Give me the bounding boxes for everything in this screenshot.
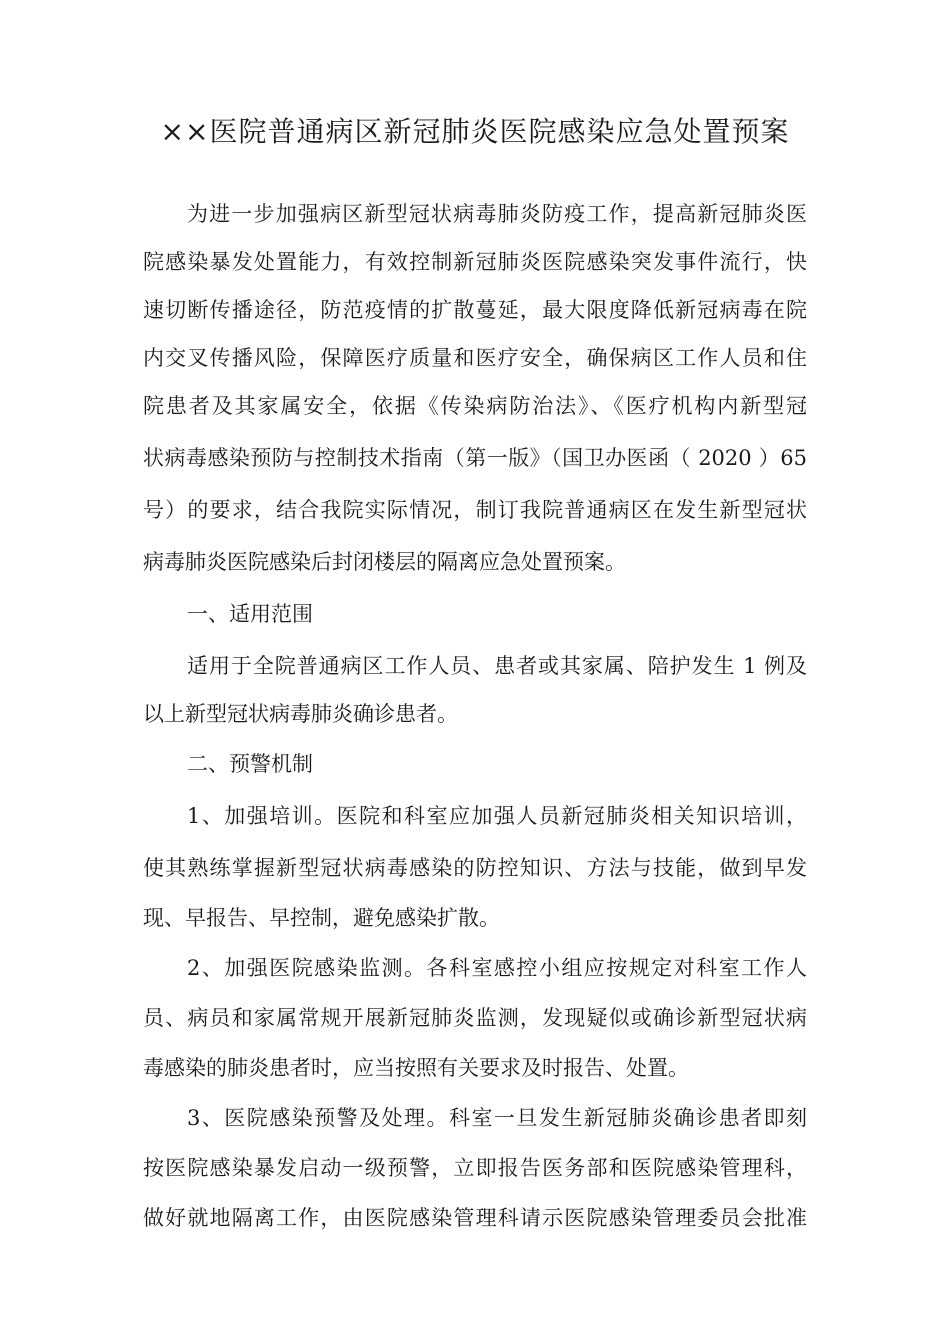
section-heading: 二、预警机制	[187, 752, 313, 776]
paragraph-line: 内交叉传播风险，保障医疗质量和医疗安全，确保病区工作人员和住	[143, 346, 807, 370]
paragraph-line: 适用于全院普通病区工作人员、患者或其家属、陪护发生 1 例及	[187, 654, 807, 678]
paragraph-line: 号）的要求，结合我院实际情况，制订我院普通病区在发生新型冠状	[143, 498, 807, 522]
paragraph-line: 状病毒感染预防与控制技术指南（第一版》（国卫办医函（ 2020 ）65	[143, 446, 807, 470]
section-heading: 一、适用范围	[187, 602, 313, 626]
paragraph-line: 院患者及其家属安全，依据《传染病防治法》、《医疗机构内新型冠	[143, 394, 807, 418]
paragraph-line: 院感染暴发处置能力，有效控制新冠肺炎医院感染突发事件流行，快	[143, 250, 807, 274]
paragraph-line: 1、加强培训。医院和科室应加强人员新冠肺炎相关知识培训，	[187, 804, 807, 828]
paragraph-line: 按医院感染暴发启动一级预警，立即报告医务部和医院感染管理科，	[143, 1156, 807, 1180]
paragraph-line: 员、病员和家属常规开展新冠肺炎监测，发现疑似或确诊新型冠状病	[143, 1006, 807, 1030]
document-title: ××医院普通病区新冠肺炎医院感染应急处置预案	[160, 115, 790, 148]
paragraph-line: 速切断传播途径，防范疫情的扩散蔓延，最大限度降低新冠病毒在院	[143, 298, 807, 322]
paragraph-line: 做好就地隔离工作，由医院感染管理科请示医院感染管理委员会批准	[143, 1206, 807, 1230]
paragraph-line: 3、医院感染预警及处理。科室一旦发生新冠肺炎确诊患者即刻	[187, 1106, 807, 1130]
paragraph-line: 现、早报告、早控制，避免感染扩散。	[143, 906, 500, 930]
paragraph-line: 毒感染的肺炎患者时，应当按照有关要求及时报告、处置。	[143, 1056, 689, 1080]
paragraph-line: 为进一步加强病区新型冠状病毒肺炎防疫工作，提高新冠肺炎医	[187, 202, 807, 226]
paragraph-line: 2、加强医院感染监测。各科室感控小组应按规定对科室工作人	[187, 956, 807, 980]
paragraph-line: 使其熟练掌握新型冠状病毒感染的防控知识、方法与技能，做到早发	[143, 856, 807, 880]
paragraph-line: 病毒肺炎医院感染后封闭楼层的隔离应急处置预案。	[143, 550, 626, 574]
paragraph-line: 以上新型冠状病毒肺炎确诊患者。	[143, 702, 458, 726]
